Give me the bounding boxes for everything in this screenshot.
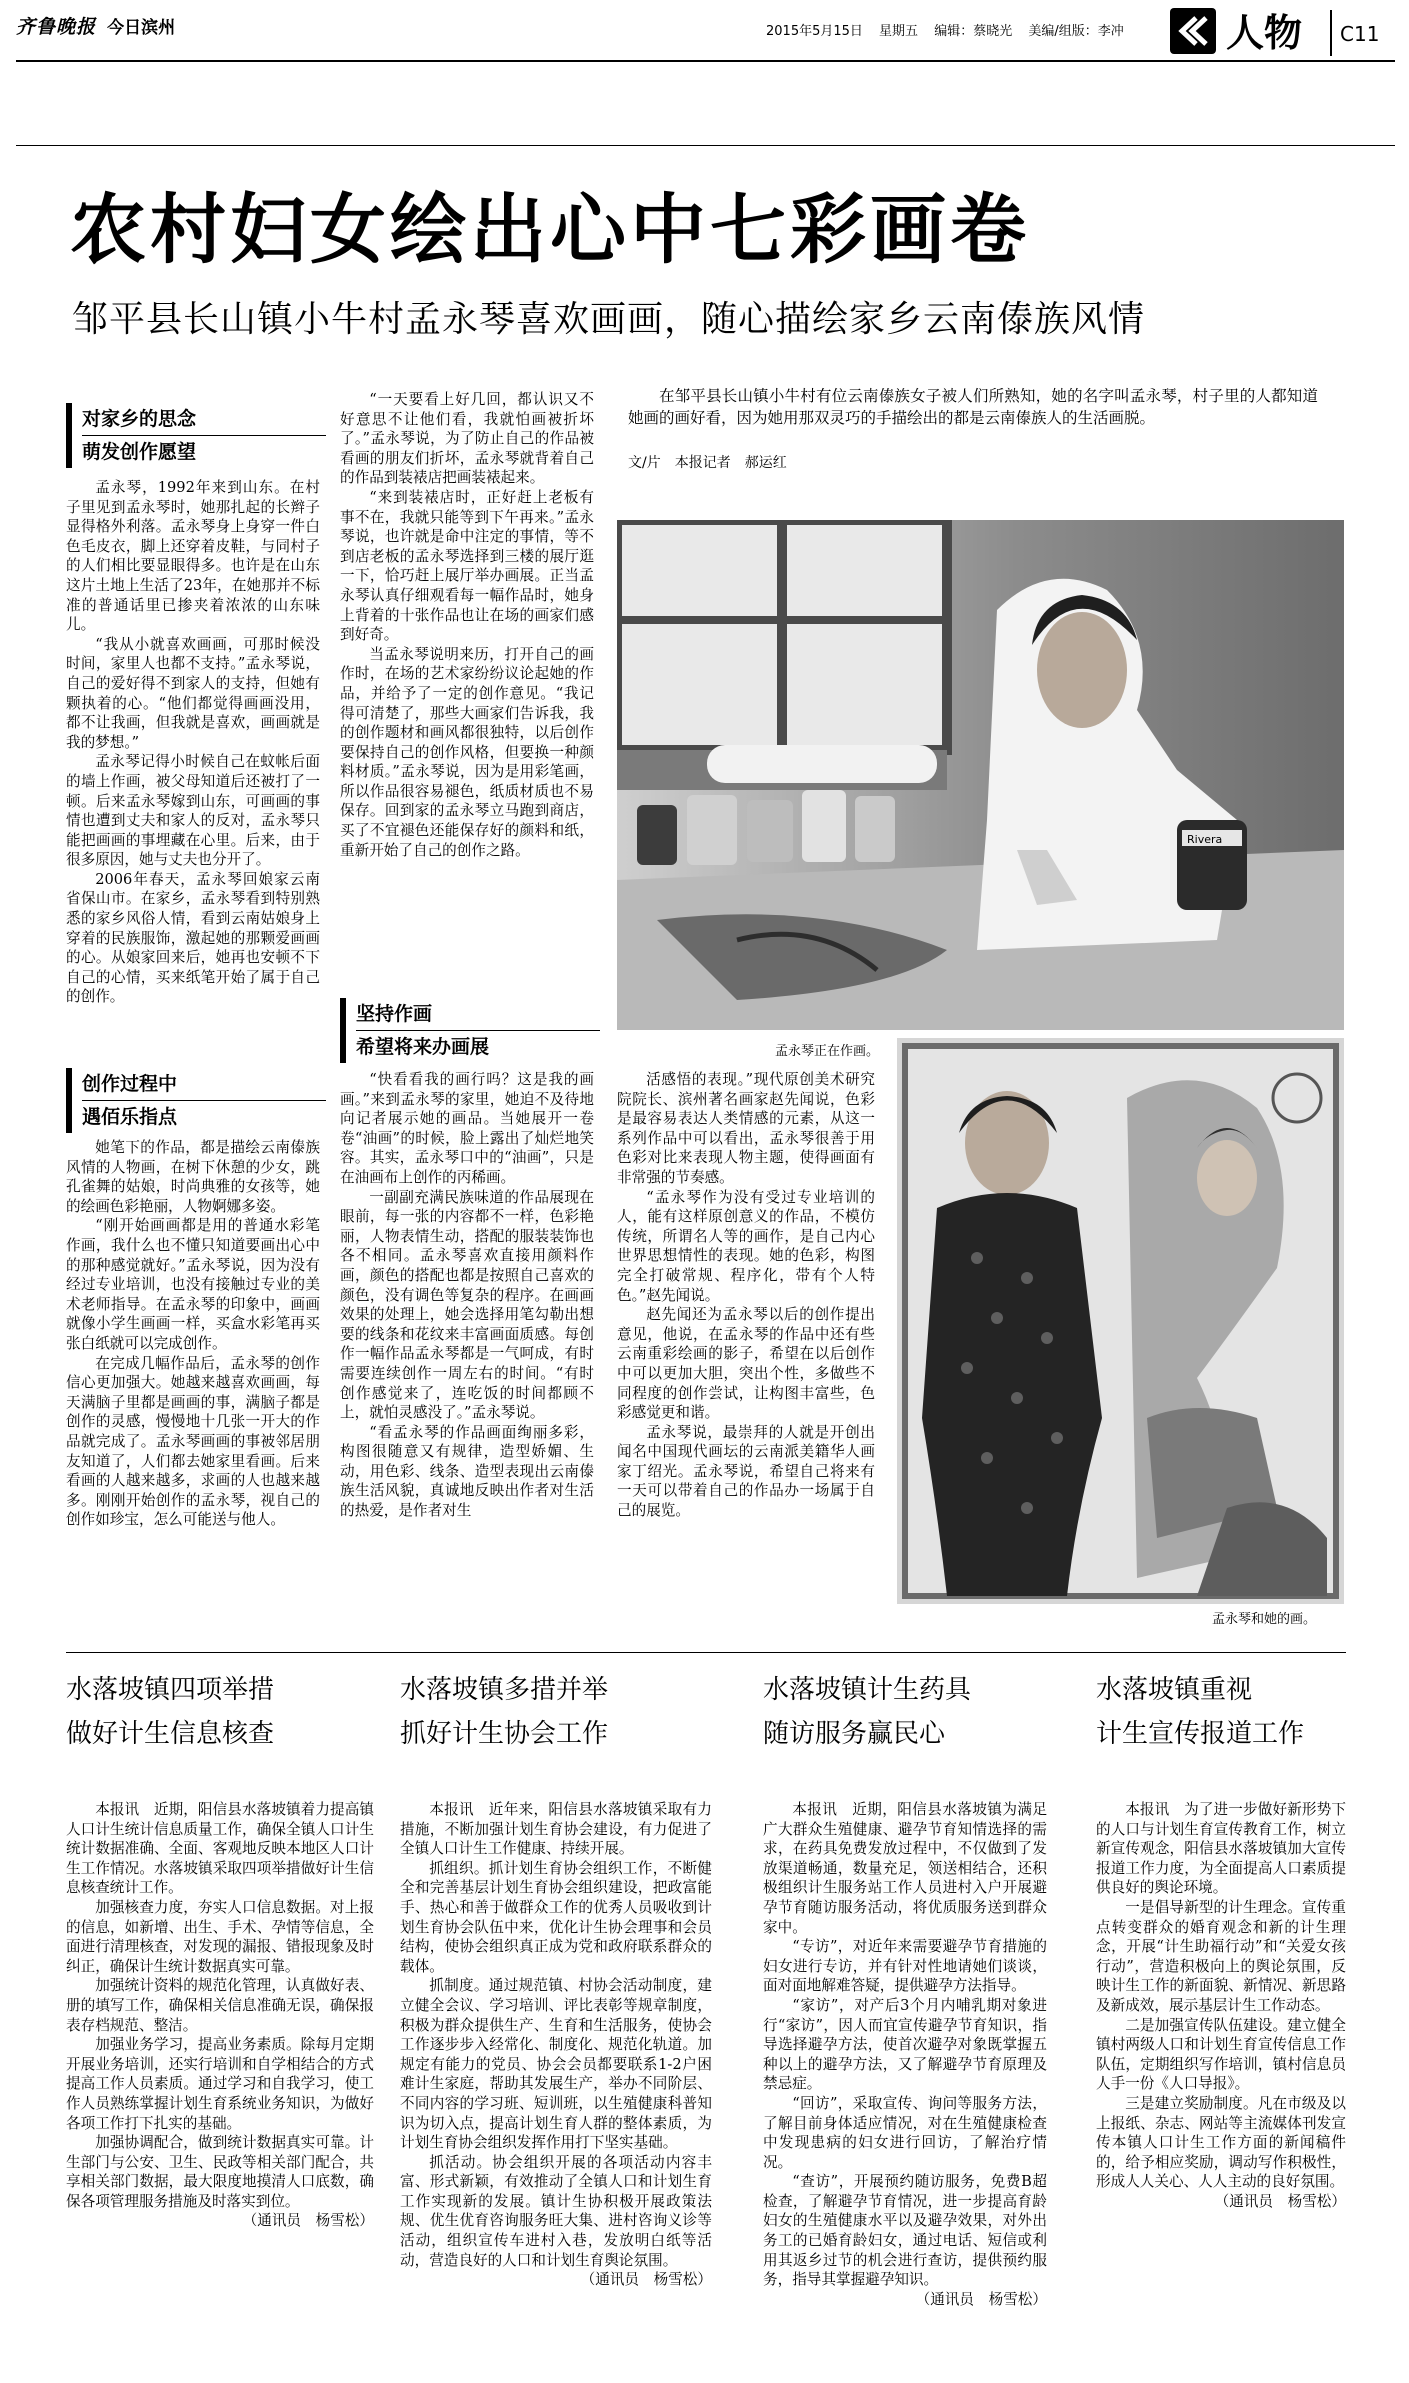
photo1-caption: 孟永琴正在作画。 [775,1044,880,1059]
edition-name: 今日滨州 [107,18,176,38]
paragraph: 在完成几幅作品后，孟永琴的创作信心更加强大。她越来越喜欢画画，每天满脑子里都是画画的事，满脑子都是创作的灵感，慢慢地十几张一开大的作品就完成了。孟永琴画画的事被邻居朋友知道了，人们都去她家里看画。后来看画的人越来越多，求画的人也越来越多。刚刚开始创作的孟永琴，视自己的创作如珍宝，怎么可能送与他人。 [66,1354,320,1529]
header-info [766,20,1186,39]
news4-byline: （通讯员 杨雪松） [1214,2192,1346,2210]
news1-byline: （通讯员 杨雪松） [242,2212,374,2230]
paragraph: 一是倡导新型的计生理念。宣传重点转变群众的婚育观念和新的计生理念，开展“计生助福行动”和“关爱女孩行动”，营造积极向上的舆论氛围，反映计生工作的新面貌、新情况、新思路及新成效，展示基层计生工作动态。 [1096,1898,1346,2014]
photo-woman-with-painting [897,1038,1344,1604]
section-heading-2 [66,1068,326,1133]
lead-subtitle: 邹平县长山镇小牛村孟永琴喜欢画画，随心描绘家乡云南傣族风情 [72,299,1146,340]
news4-title-line1: 水落坡镇重视 [1096,1675,1253,1705]
paragraph: 三是建立奖励制度。凡在市级及以上报纸、杂志、网站等主流媒体刊发宣传本镇人口计生工作方面的新闻稿件的，给予相应奖励，调动写作积极性，形成人人关心、人人主动的良好氛围。 [1096,2094,1346,2191]
paragraph: “专访”，对近年来需要避孕节育措施的妇女进行专访，并有针对性地请她们谈谈，面对面地解难答疑，提供避孕方法指导。 [763,1938,1047,1995]
news3-title-line1: 水落坡镇计生药具 [763,1675,972,1705]
paragraph: 本报讯 近期，阳信县水落坡镇着力提高镇人口计生统计信息质量工作，确保全镇人口计生统计数据准确、全面、客观地反映本地区人口计生工作情况。水落坡镇采取四项举措做好计生信息核查统计工作。 [66,1801,374,1897]
paragraph: 加强协调配合，做到统计数据真实可靠。计生部门与公安、卫生、民政等相关部门配合，共享相关部门数据，最大限度地摸清人口底数，确保各项管理服务措施及时落实到位。 [66,2134,374,2210]
masthead [16,12,246,46]
news2-body [400,1800,712,2370]
news4-title-line2: 计生宣传报道工作 [1096,1719,1305,1749]
paint-jar-label: Rivera [1187,833,1223,846]
paragraph: 抓制度。通过规范镇、村协会活动制度，建立健全会议、学习培训、评比表彰等规章制度，积极为群众提供生产、生育和生活服务，使协会工作逐步步入经常化、制度化、规范化轨道。加规定有能力的党员、协会会员都要联系1-2户困难计生家庭，帮助其发展生产，举办不同阶层、不同内容的学习班、短训班，以生殖健康科普知识为切入点，提高计划生育人群的整体素质，为计划生育协会组织发挥作用打下坚实基础。 [400,1977,712,2152]
paragraph: “一天要看上好几回，都认识又不好意思不让他们看，我就怕画被折坏了。”孟永琴说，为了防止自己的作品被看画的朋友们折坏，孟永琴就背着自己的作品到装裱店把画装裱起来。 [340,391,594,487]
news1-title-line1: 水落坡镇四项举措 [66,1675,275,1705]
paragraph: “刚开始画画都是用的普通水彩笔作画，我什么也不懂只知道要画出心中的那种感觉就好。”孟永琴说，因为没有经过专业培训，也没有接触过专业的美术老师指导。在孟永琴的印象中，画画就像小学生画画一样，买盒水彩笔再买张白纸就可以完成创作。 [66,1217,320,1352]
paragraph: 孟永琴，1992年来到山东。在村子里见到孟永琴时，她那扎起的长辫子显得格外利落。孟永琴身上身穿一件白色毛皮衣，脚上还穿着皮鞋，与同村子的人们相比要显眼得多。也许是在山东这片土地上生活了23年，在她那并不标准的普通话里已掺夹着浓浓的山东味儿。 [66,479,320,634]
paragraph: 一副副充满民族味道的作品展现在眼前，每一张的内容都不一样，色彩艳丽，人物表情生动，搭配的服装装饰也各不相同。孟永琴喜欢直接用颜料作画，颜色的搭配也都是按照自己喜欢的颜色，没有调色等复杂的程序。在画画效果的处理上，她会选择用笔勾勒出想要的线条和花纹来丰富画面质感。每创作一幅作品孟永琴都是一气呵成，有时需要连续创作一周左右的时间。“有时创作感觉来了，连吃饭的时间都顾不上，就怕灵感没了。”孟永琴说。 [340,1188,594,1422]
section-heading-3-line1: 坚持作画 [356,1003,433,1025]
news4-title [1096,1668,1346,1756]
paragraph: 本报讯 近年来，阳信县水落坡镇采取有力措施，不断加强计划生育协会建设，有力促进了全镇人口计生工作健康、持续开展。 [400,1801,712,1858]
section-name: 人物 [1226,11,1303,55]
header-rule-thin [16,145,1395,146]
intro-text: 在邹平县长山镇小牛村有位云南傣族女子被人们所熟知，她的名字叫孟永琴，村子里的人都知道她画的画好看，因为她用那双灵巧的手描绘出的都是云南傣族人的生活画脱。 [628,387,1318,427]
page-number: C11 [1340,22,1380,46]
paragraph: “查访”，开展预约随访服务，免费B超检查，了解避孕节育情况，进一步提高育龄妇女的生殖健康水平以及避孕效果，对外出务工的已婚育龄妇女，通过电话、短信或利用其返乡过节的机会进行查访，提供预约服务，指导其掌握避孕知识。 [763,2173,1047,2289]
paragraph: 2006年春天，孟永琴回娘家云南省保山市。在家乡，孟永琴看到特别熟悉的家乡风俗人情，看到云南姑娘身上穿着的民族服饰，激起她的那颗爱画画的心。从娘家回来后，她再也安顿不下自己的心情，买来纸笔开始了属于自己的创作。 [66,870,320,1006]
paragraph: 她笔下的作品，都是描绘云南傣族风情的人物画，在树下休憩的少女，跳孔雀舞的姑娘，时尚典雅的女孩等，她的绘画色彩艳丽，人物婀娜多姿。 [66,1139,320,1215]
section-heading-2-line2: 遇佰乐指点 [82,1100,326,1133]
paragraph: 加强核查力度，夯实人口信息数据。对上报的信息，如新增、出生、手术、孕情等信息，全面进行清理核查，对发现的漏报、错报现象及时纠正，确保计生统计数据真实可靠。 [66,1898,374,1975]
news3-title [763,1668,1023,1756]
header-weekday: 星期五 [879,24,919,39]
section-separator [66,1652,1346,1653]
paragraph: “快看看我的画行吗？这是我的画画。”来到孟永琴的家里，她迫不及待地向记者展示她的画品。当她展开一卷卷“油画”的时候，脸上露出了灿烂地笑容。其实，孟永琴口中的“油画”，只是在油画布上创作的丙稀画。 [340,1071,594,1186]
paragraph: 赵先闻还为孟永琴以后的创作提出意见，他说，在孟永琴的作品中还有些云南重彩绘画的影子，希望在以后创作中可以更加大胆，突出个性，多做些不同程度的创作尝试，让构图丰富些，色彩感觉更和谐。 [617,1306,875,1422]
paragraph: “家访”，对产后3个月内哺乳期对象进行“家访”，因人而宜宣传避孕节育知识，指导选择避孕方法，使首次避孕对象既掌握五种以上的避孕方法，又了解避孕节育原理及禁忌症。 [763,1996,1047,2093]
lead-column-1b [66,1138,320,1630]
news1-title-line2: 做好计生信息核查 [66,1719,275,1749]
header-date: 2015年5月15日 [766,24,863,39]
news3-body [763,1800,1047,2370]
paragraph: 二是加强宣传队伍建设。建立健全镇村两级人口和计划生育宣传信息工作队伍，定期组织写作培训，镇村信息员人手一份《人口导报》。 [1096,2016,1346,2093]
lead-intro [628,385,1318,429]
paragraph: “看孟永琴的作品画面绚丽多彩，构图很随意又有规律，造型娇媚、生动，用色彩、线条、造型表现出云南傣族生活风貌，真诚地反映出作者对生活的热爱，是作者对生 [340,1423,594,1520]
paragraph: 当孟永琴说明来历，打开自己的画作时，在场的艺术家纷纷议论起她的作品，并给予了一定的创作意见。“我记得可清楚了，那些大画家们告诉我，我的创作题材和画风都很独特，以后创作要保持自己的创作风格，但要换一种颜料材质。”孟永琴说，因为是用彩笔画，所以作品很容易褪色，纸质材质也不易保存。回到家的孟永琴立马跑到商店，买了不宜褪色还能保存好的颜料和纸，重新开始了自己的创作之路。 [340,645,594,859]
paragraph: 孟永琴说，最崇拜的人就是开创出闻名中国现代画坛的云南派美籍华人画家丁绍光。孟永琴说，希望自己将来有一天可以带着自己的作品办一场属于自己的展览。 [617,1423,875,1520]
header-designer: 美编/组版：李冲 [1028,24,1124,39]
paragraph: 活感悟的表现。”现代原创美术研究院院长、滨州著名画家赵先闻说，色彩是最容易表达人类情感的元素，从这一系列作品中可以看出，孟永琴很善于用色彩对比来表现人物主题，使得画面有非常强的节奏感。 [617,1071,875,1186]
double-chevron-icon [1170,8,1216,54]
paragraph: “来到装裱店时，正好赶上老板有事不在，我就只能等到下午再来。”孟永琴说，也许就是命中注定的事情，等不到店老板的孟永琴选择到三楼的展厅逛一下，恰巧赶上展厅举办画展。正当孟永琴认真仔细观看每一幅作品时，她身上背着的十张作品也让在场的画家们感到好奇。 [340,488,594,644]
paragraph: “孟永琴作为没有受过专业培训的人，能有这样原创意义的作品，不模仿传统，所谓名人等的画作，是自己内心世界思想情性的表现。她的色彩，构图完全打破常规、程序化，带有个人特色。”赵先闻说。 [617,1188,875,1304]
section-heading-1-line1: 对家乡的思念 [82,408,197,430]
news2-byline: （通讯员 杨雪松） [580,2271,712,2289]
paragraph: 抓活动。协会组织开展的各项活动内容丰富、形式新颖，有效推动了全镇人口和计划生育工作实现新的发展。镇计生协积极开展政策法规、优生优育咨询服务旺大集、进村咨询义诊等活动，组织宣传车进村入巷，发放明白纸等活动，营造良好的人口和计划生育舆论氛围。 [400,2153,712,2269]
section-heading-3-line2: 希望将来办画展 [356,1030,600,1063]
paragraph: 加强业务学习，提高业务素质。除每月定期开展业务培训，还实行培训和自学相结合的方式提高工作人员素质。通过学习和自我学习，使工作人员熟练掌握计划生育系统业务知识，为做好各项工作打下扎实的基础。 [66,2036,374,2132]
header-rule [16,60,1395,62]
paragraph: 本报讯 为了进一步做好新形势下的人口与计划生育宣传教育工作，树立新宣传观念，阳信县水落坡镇加大宣传报道工作力度，为全面提高人口素质提供良好的舆论环境。 [1096,1801,1346,1897]
paragraph: 本报讯 近期，阳信县水落坡镇为满足广大群众生殖健康、避孕节育知情选择的需求，在药具免费发放过程中，不仅做到了发放渠道畅通，数量充足，领送相结合，还积极组织计生服务站工作人员进村入户开展避孕节育随访服务活动，将优质服务送到群众家中。 [763,1801,1047,1936]
paragraph: 抓组织。抓计划生育协会组织工作，不断健全和完善基层计划生育协会组织建设，把政富能手、热心和善于做群众工作的优秀人员吸收到计划生育协会队伍中来，优化计生协会理事和会员结构，使协会组织真正成为党和政府联系群众的载体。 [400,1859,712,1975]
news2-title-line2: 抓好计生协会工作 [400,1719,609,1749]
news4-body [1096,1800,1346,2330]
paragraph: “我从小就喜欢画画，可那时候没时间，家里人也都不支持。”孟永琴说，自己的爱好得不到家人的支持，但她有颗执着的心。“他们都觉得画画没用，都不让我画，但我就是喜欢，画画就是我的梦想。” [66,635,320,751]
section-heading-2-line1: 创作过程中 [82,1073,178,1095]
paper-name: 齐鲁晚报 [16,16,97,38]
section-heading-3 [340,998,600,1063]
header-editor: 编辑：蔡晓光 [934,24,1013,39]
section-badge [1170,8,1216,54]
news2-title [400,1668,660,1756]
section-heading-1 [66,403,326,468]
photo-woman-painting-image [617,520,1344,1030]
paragraph: “回访”，采取宣传、询问等服务方法，了解目前身体适应情况，对在生殖健康检查中发现患病的妇女进行回访，了解治疗情况。 [763,2094,1047,2171]
lead-column-2a [340,390,594,990]
lead-column-2b [340,1070,594,1630]
photo2-caption: 孟永琴和她的画。 [1212,1612,1317,1627]
news3-title-line2: 随访服务赢民心 [763,1719,946,1749]
section-divider [1330,10,1332,56]
news1-body [66,1800,374,2370]
photo-woman-painting [617,520,1344,1030]
news3-byline: （通讯员 杨雪松） [915,2290,1047,2308]
section-heading-1-line2: 萌发创作愿望 [82,435,326,468]
lead-byline: 文/片 本报记者 郝运红 [628,455,787,471]
lead-column-3 [617,1070,875,1630]
lead-column-1a [66,478,320,1068]
paragraph: 加强统计资料的规范化管理，认真做好表、册的填写工作，确保相关信息准确无误，确保报表存档规范、整洁。 [66,1977,374,2034]
photo-woman-with-painting-image [897,1038,1344,1604]
news1-title [66,1668,326,1756]
lead-title: 农村妇女绘出心中七彩画卷 [70,185,1030,274]
news2-title-line1: 水落坡镇多措并举 [400,1675,609,1705]
paragraph: 孟永琴记得小时候自己在蚊帐后面的墙上作画，被父母知道后还被打了一顿。后来孟永琴嫁到山东，可画画的事情也遭到丈夫和家人的反对，孟永琴只能把画画的事埋藏在心里。后来，由于很多原因，她与丈夫也分开了。 [66,753,320,869]
